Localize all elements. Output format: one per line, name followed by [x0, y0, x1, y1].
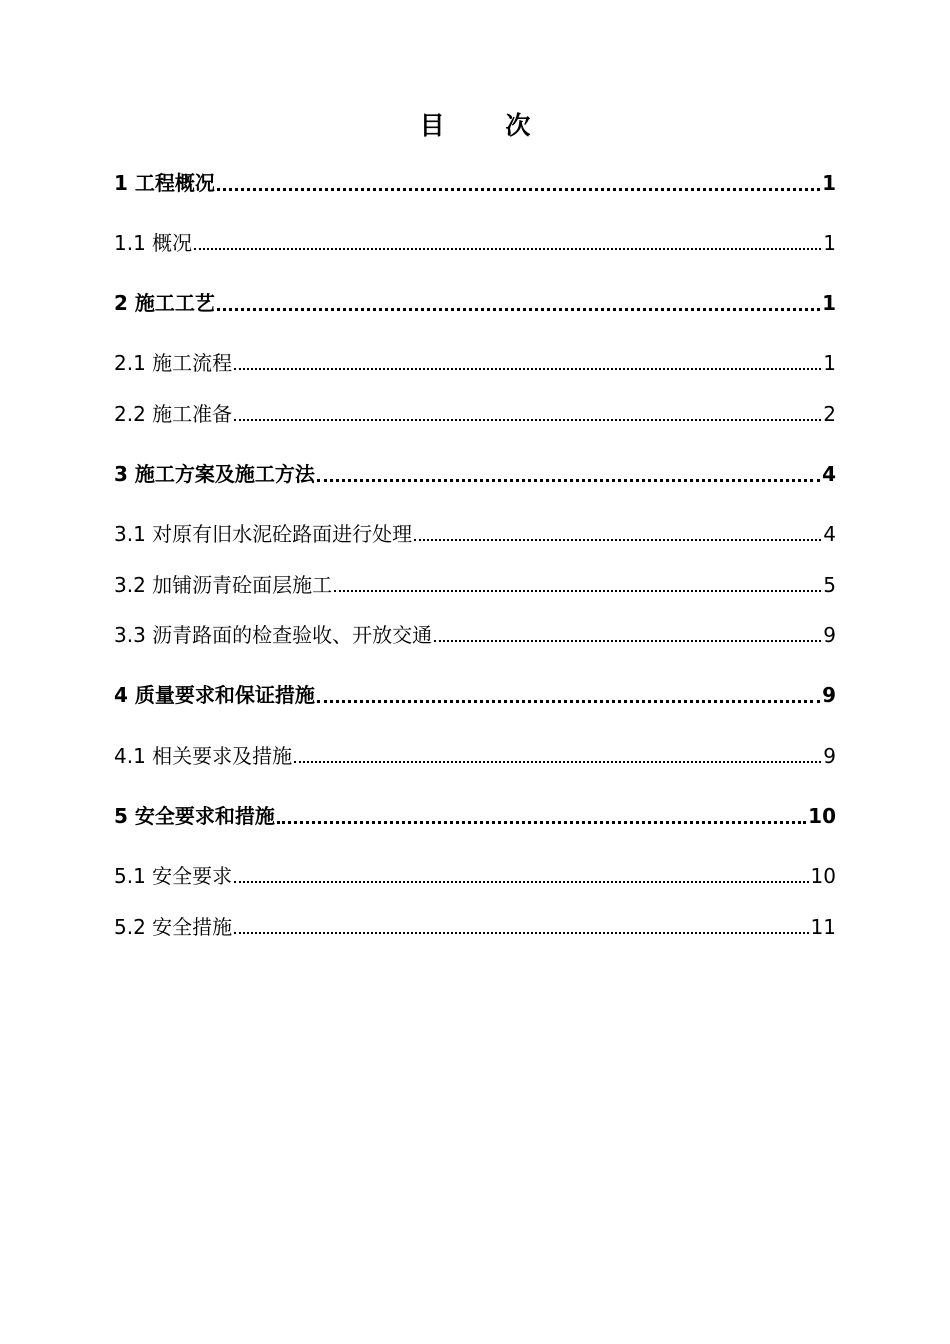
toc-entry-text: 2 施工工艺 — [114, 291, 215, 315]
toc-entry[interactable] — [114, 739, 836, 769]
toc-entry-text: 3.2 加铺沥青砼面层施工 — [114, 573, 333, 597]
toc-entry-page: 1 — [823, 231, 836, 255]
toc-entry-page: 9 — [823, 744, 836, 768]
toc-entry[interactable] — [114, 457, 836, 487]
dot-leader — [234, 932, 808, 934]
toc-title: 目 次 — [419, 111, 557, 140]
dot-leader — [234, 368, 821, 370]
dot-leader — [194, 248, 821, 250]
toc-entry-page: 1 — [822, 291, 836, 315]
dot-leader — [414, 539, 821, 541]
toc-entry[interactable] — [114, 286, 836, 316]
toc-entry-text: 3.1 对原有旧水泥砼路面进行处理 — [114, 522, 413, 546]
toc-entry-text: 1.1 概况 — [114, 231, 193, 255]
toc-entry[interactable] — [114, 618, 836, 648]
toc-entry[interactable] — [114, 166, 836, 196]
toc-entry-text: 5.2 安全措施 — [114, 915, 233, 939]
dot-leader — [234, 419, 821, 421]
dot-leader — [277, 821, 806, 824]
toc-entry[interactable] — [114, 226, 836, 256]
toc-entry-text: 3.3 沥青路面的检查验收、开放交通 — [114, 623, 433, 647]
toc-entry-page: 1 — [822, 171, 836, 195]
dot-leader — [334, 590, 821, 592]
toc-entry-text: 2.2 施工准备 — [114, 402, 233, 426]
toc-entry[interactable] — [114, 910, 836, 940]
toc-entry-text: 3 施工方案及施工方法 — [114, 462, 315, 486]
toc-entry-text: 1 工程概况 — [114, 171, 215, 195]
toc-entry[interactable] — [114, 346, 836, 376]
dot-leader — [317, 479, 820, 482]
toc-entry-text: 4.1 相关要求及措施 — [114, 744, 293, 768]
toc-entry[interactable] — [114, 517, 836, 547]
toc-entry-text: 4 质量要求和保证措施 — [114, 683, 315, 707]
dot-leader — [294, 761, 821, 763]
dot-leader — [217, 308, 820, 311]
toc-entry-page: 2 — [823, 402, 836, 426]
toc-entry[interactable] — [114, 397, 836, 427]
toc-entry[interactable] — [114, 568, 836, 598]
toc-entry-page: 1 — [823, 351, 836, 375]
dot-leader — [434, 640, 821, 642]
toc-entry-page: 9 — [822, 683, 836, 707]
dot-leader — [217, 188, 820, 191]
dot-leader — [317, 700, 820, 703]
toc-entry-page: 10 — [810, 864, 836, 888]
toc-entry[interactable] — [114, 799, 836, 829]
toc-entry-page: 11 — [810, 915, 836, 939]
toc-entry-text: 5.1 安全要求 — [114, 864, 233, 888]
toc-entry[interactable] — [114, 678, 836, 708]
toc-entry[interactable] — [114, 859, 836, 889]
toc-entry-text: 2.1 施工流程 — [114, 351, 233, 375]
toc-entry-page: 5 — [823, 573, 836, 597]
toc-entry-page: 10 — [808, 804, 836, 828]
toc-entry-page: 4 — [822, 462, 836, 486]
toc-entry-page: 9 — [823, 623, 836, 647]
toc-entry-text: 5 安全要求和措施 — [114, 804, 275, 828]
dot-leader — [234, 881, 808, 883]
toc-entry-page: 4 — [823, 522, 836, 546]
